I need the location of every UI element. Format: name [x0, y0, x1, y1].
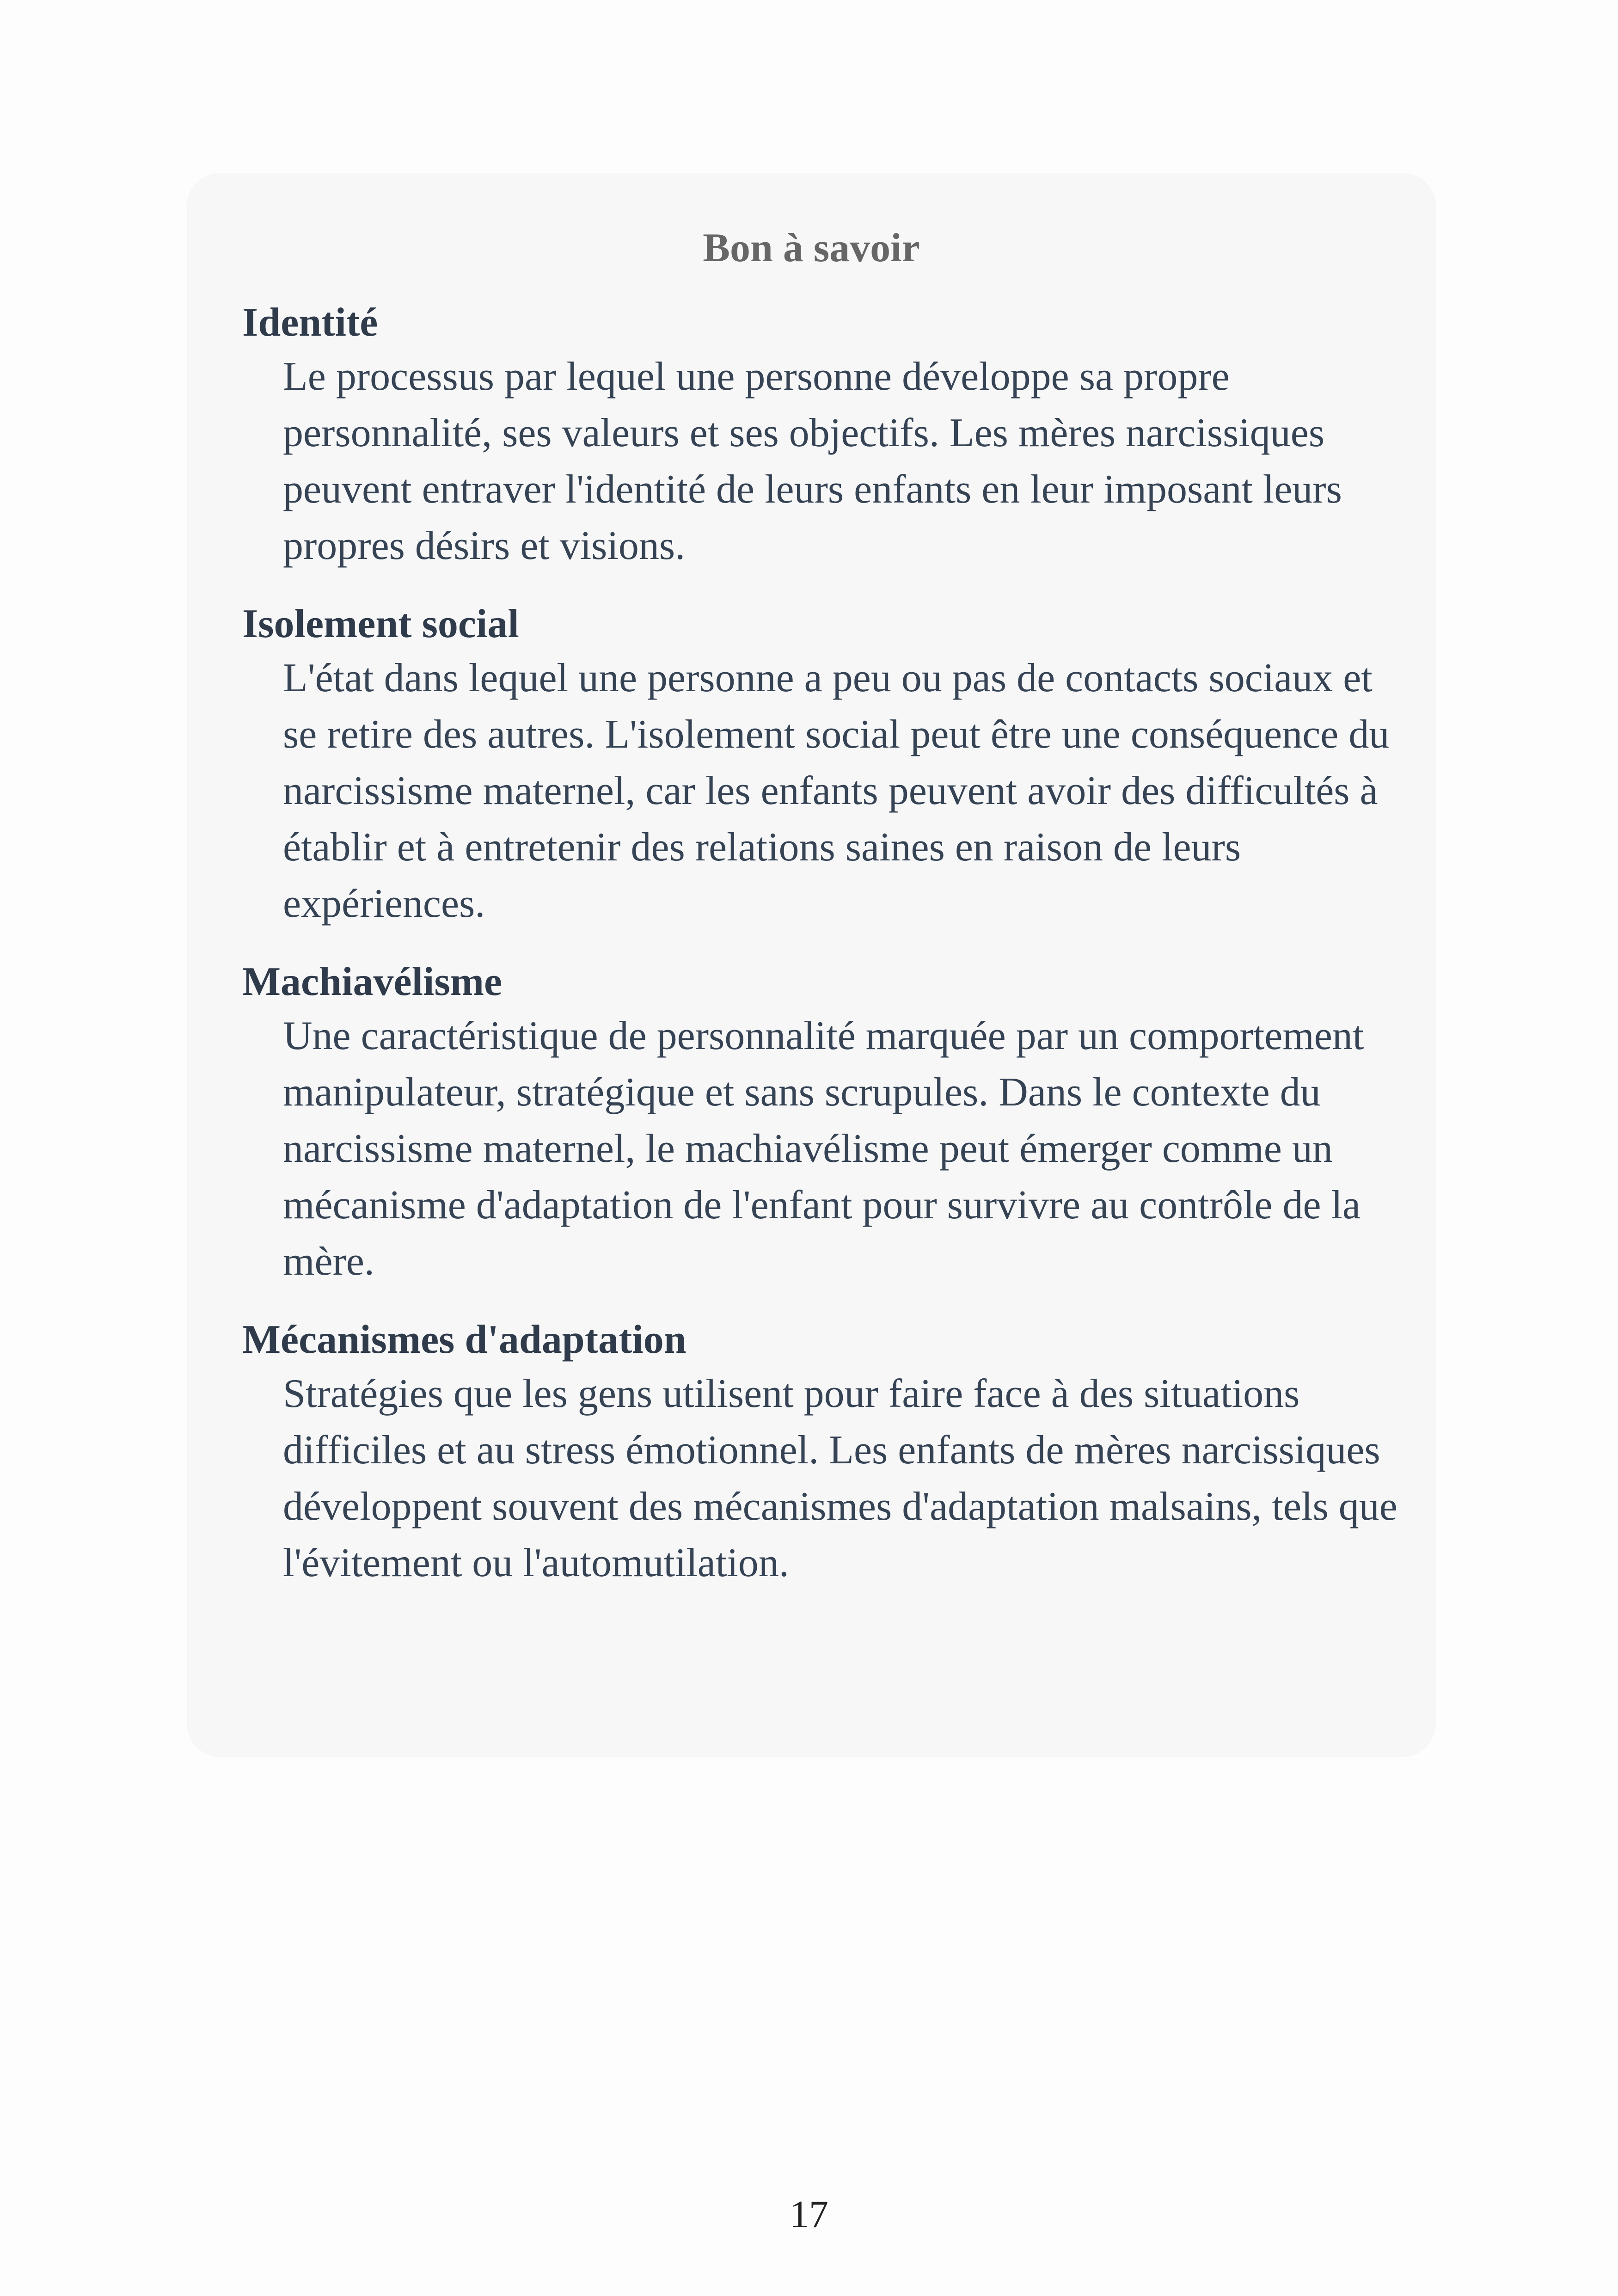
glossary-entry-identite [242, 297, 1380, 574]
entry-term: Isolement social [242, 602, 519, 646]
page-number: 17 [790, 2193, 828, 2236]
entry-term: Identité [242, 300, 378, 345]
entry-definition: Stratégies que les gens utilisent pour faire face à des situations difficiles et au stress émotionnel. Les enfants de mères narcissiques développent souvent des mécanismes d'adaptation malsains, tels que l'évitement ou l'automutilation. [283, 1371, 1397, 1585]
info-box [187, 173, 1436, 1757]
entry-term: Machiavélisme [242, 959, 503, 1004]
entry-definition: L'état dans lequel une personne a peu ou pas de contacts sociaux et se retire des autres. L'isolement social peut être une conséquence du narcissisme maternel, car les enfants peuvent avoir des difficultés à établir et à entretenir des relations saines en raison de leurs expériences. [283, 656, 1390, 926]
box-title: Bon à savoir [703, 226, 920, 270]
glossary-entry-machiavelisme [242, 956, 1380, 1290]
entry-term: Mécanismes d'adaptation [242, 1317, 686, 1362]
glossary-entry-isolement-social [242, 598, 1390, 932]
glossary-entry-mecanismes-adaptation [242, 1314, 1397, 1591]
entry-definition: Le processus par lequel une personne développe sa propre personnalité, ses valeurs et ses objectifs. Les mères narcissiques peuvent entraver l'identité de leurs enfants en leur imposant leurs propres désirs et visions. [283, 354, 1342, 568]
entry-definition: Une caractéristique de personnalité marquée par un comportement manipulateur, stratégique et sans scrupules. Dans le contexte du narcissisme maternel, le machiavélisme peut émerger comme un mécanisme d'adaptation de l'enfant pour survivre au contrôle de la mère. [283, 1013, 1364, 1284]
